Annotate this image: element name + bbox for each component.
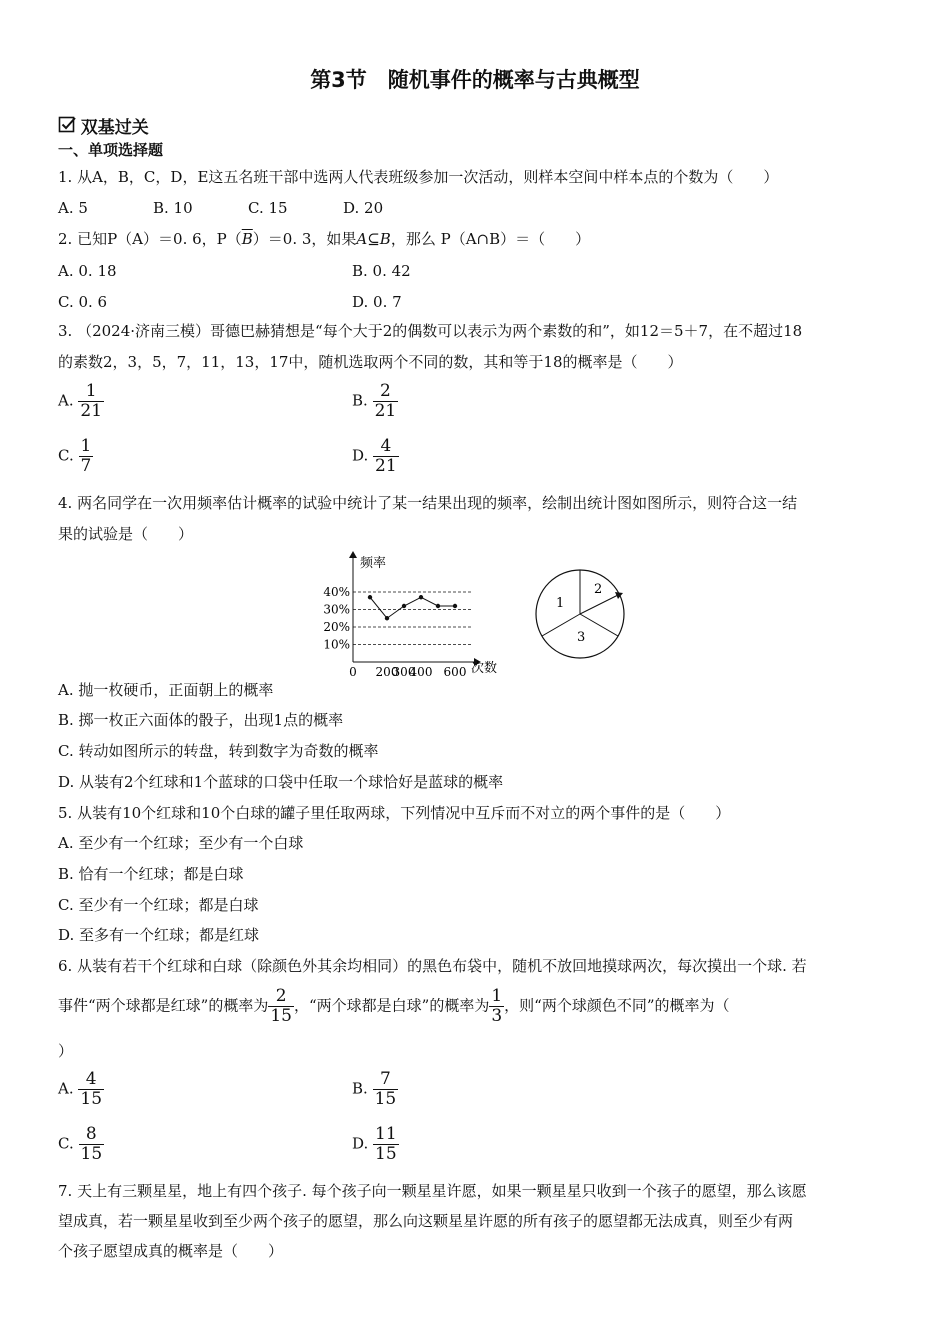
- q4-option-d: D. 从装有2个红球和1个蓝球的口袋中任取一个球恰好是蓝球的概率: [58, 773, 504, 791]
- x-tick-label: 400: [409, 665, 433, 676]
- q7-stem-line1: 7. 天上有三颗星星，地上有四个孩子. 每个孩子向一颗星星许愿，如果一颗星星只收到一个孩子的愿望，那么该愿: [58, 1182, 807, 1200]
- y-axis-arrow: [349, 551, 357, 558]
- series-line: [370, 597, 455, 618]
- y-tick-label: 20%: [323, 620, 350, 634]
- spinner-pointer: [580, 594, 620, 614]
- x-axis-label: 次数: [471, 661, 498, 676]
- q2-option-d: D. 0. 7: [352, 293, 402, 311]
- spinner-label-1: 1: [556, 596, 565, 611]
- q5-option-d: D. 至多有一个红球；都是红球: [58, 926, 260, 944]
- section-header: [58, 113, 149, 138]
- q2-option-b: B. 0. 42: [352, 262, 411, 280]
- x-tick-label: 200: [375, 665, 399, 676]
- q6-option-d: D. $\frac{11}{15}$: [352, 1124, 397, 1164]
- data-point: [419, 595, 423, 599]
- q4-option-c: C. 转动如图所示的转盘，转到数字为奇数的概率: [58, 742, 379, 760]
- q7-stem-line2: 望成真，若一颗星星收到至少两个孩子的愿望，那么向这颗星星许愿的所有孩子的愿望都无法成真，则至少有两: [58, 1212, 794, 1230]
- spinner-divider: [542, 614, 580, 636]
- q3-option-c: C. $\frac{1}{7}$: [58, 436, 92, 476]
- data-point: [453, 604, 457, 608]
- q6-stem-line3: ）: [58, 1042, 74, 1060]
- q6-stem-line1: 6. 从装有若干个红球和白球（除颜色外其余均相同）的黑色布袋中，随机不放回地摸球两次，每次摸出一个球. 若: [58, 957, 807, 975]
- q4-option-a: A. 抛一枚硬币，正面朝上的概率: [58, 681, 274, 699]
- q6-option-a: A. $\frac{4}{15}$: [58, 1069, 103, 1109]
- y-axis-label: 频率: [360, 556, 387, 571]
- q3-option-b: B. $\frac{2}{21}$: [352, 381, 397, 421]
- q1-option-a: A. 5: [58, 199, 88, 217]
- x-tick-label: 600: [443, 665, 467, 676]
- q3-option-a: A. $\frac{1}{21}$: [58, 381, 103, 421]
- q1-option-b: B. 10: [153, 199, 193, 217]
- data-point: [385, 616, 389, 620]
- q3-stem-line2: 的素数2，3，5，7，11，13，17中，随机选取两个不同的数，其和等于18的概率是（ ）: [58, 353, 683, 371]
- checkbox-icon: [58, 115, 76, 137]
- q3-option-d: D. $\frac{4}{21}$: [352, 436, 397, 476]
- q6-option-c: C. $\frac{8}{15}$: [58, 1124, 103, 1164]
- q4-stem-line1: 4. 两名同学在一次用频率估计概率的试验中统计了某一结果出现的频率，绘制出统计图如图所示，则符合这一结: [58, 494, 798, 512]
- q2-option-c: C. 0. 6: [58, 293, 108, 311]
- y-tick-label: 30%: [323, 602, 350, 617]
- y-tick-label: 10%: [323, 637, 350, 652]
- q1-option-d: D. 20: [343, 199, 384, 217]
- spinner-label-2: 2: [594, 582, 603, 597]
- spinner-label-3: 3: [577, 630, 586, 645]
- subsection-title: 一、单项选择题: [58, 141, 164, 159]
- q1-stem: 1. 从A，B，C，D，E这五名班干部中选两人代表班级参加一次活动，则样本空间中样本点的个数为（ ）: [58, 168, 779, 186]
- q7-stem-line3: 个孩子愿望成真的概率是（ ）: [58, 1242, 284, 1260]
- q4-option-b: B. 掷一枚正六面体的骰子，出现1点的概率: [58, 711, 344, 729]
- x-tick-label: 0: [349, 665, 357, 676]
- spinner-divider: [580, 614, 618, 636]
- data-point: [436, 604, 440, 608]
- y-tick-label: 40%: [323, 585, 350, 599]
- frequency-chart: [318, 548, 518, 676]
- page-title: 第3节 随机事件的概率与古典概型: [310, 68, 640, 92]
- q2-option-a: A. 0. 18: [58, 262, 117, 280]
- spinner-diagram: [532, 564, 632, 664]
- q5-stem: 5. 从装有10个红球和10个白球的罐子里任取两球，下列情况中互斥而不对立的两个事件的是（ ）: [58, 804, 731, 822]
- x-tick-label: 300: [392, 665, 416, 676]
- q5-option-b: B. 恰有一个红球；都是白球: [58, 865, 244, 883]
- q3-stem-line1: 3. （2024·济南三模）哥德巴赫猜想是“每个大于2的偶数可以表示为两个素数的和”，如12＝5＋7，在不超过18: [58, 322, 803, 340]
- q5-option-a: A. 至少有一个红球；至少有一个白球: [58, 834, 304, 852]
- data-point: [368, 595, 372, 599]
- q6-option-b: B. $\frac{7}{15}$: [352, 1069, 397, 1109]
- q1-option-c: C. 15: [248, 199, 288, 217]
- q4-stem-line2: 果的试验是（ ）: [58, 525, 194, 543]
- data-point: [402, 604, 406, 608]
- q5-option-c: C. 至少有一个红球；都是白球: [58, 896, 259, 914]
- q6-stem-line2: 事件“两个球都是红球”的概率为 $\frac{2}{15}$ ，“两个球都是白球”的概率为 $\frac{1}{3}$ ，则“两个球颜色不同”的概率为（: [58, 986, 730, 1026]
- b-complement: $\overline{B}$: [241, 230, 253, 248]
- q2-stem: 2. 已知P（A）＝0. 6，$P(\overline{B})=0$. 3，如果A⊆B，那么 P（A∩B）＝（ ）: [58, 230, 591, 248]
- section-title: 双基过关: [80, 118, 149, 138]
